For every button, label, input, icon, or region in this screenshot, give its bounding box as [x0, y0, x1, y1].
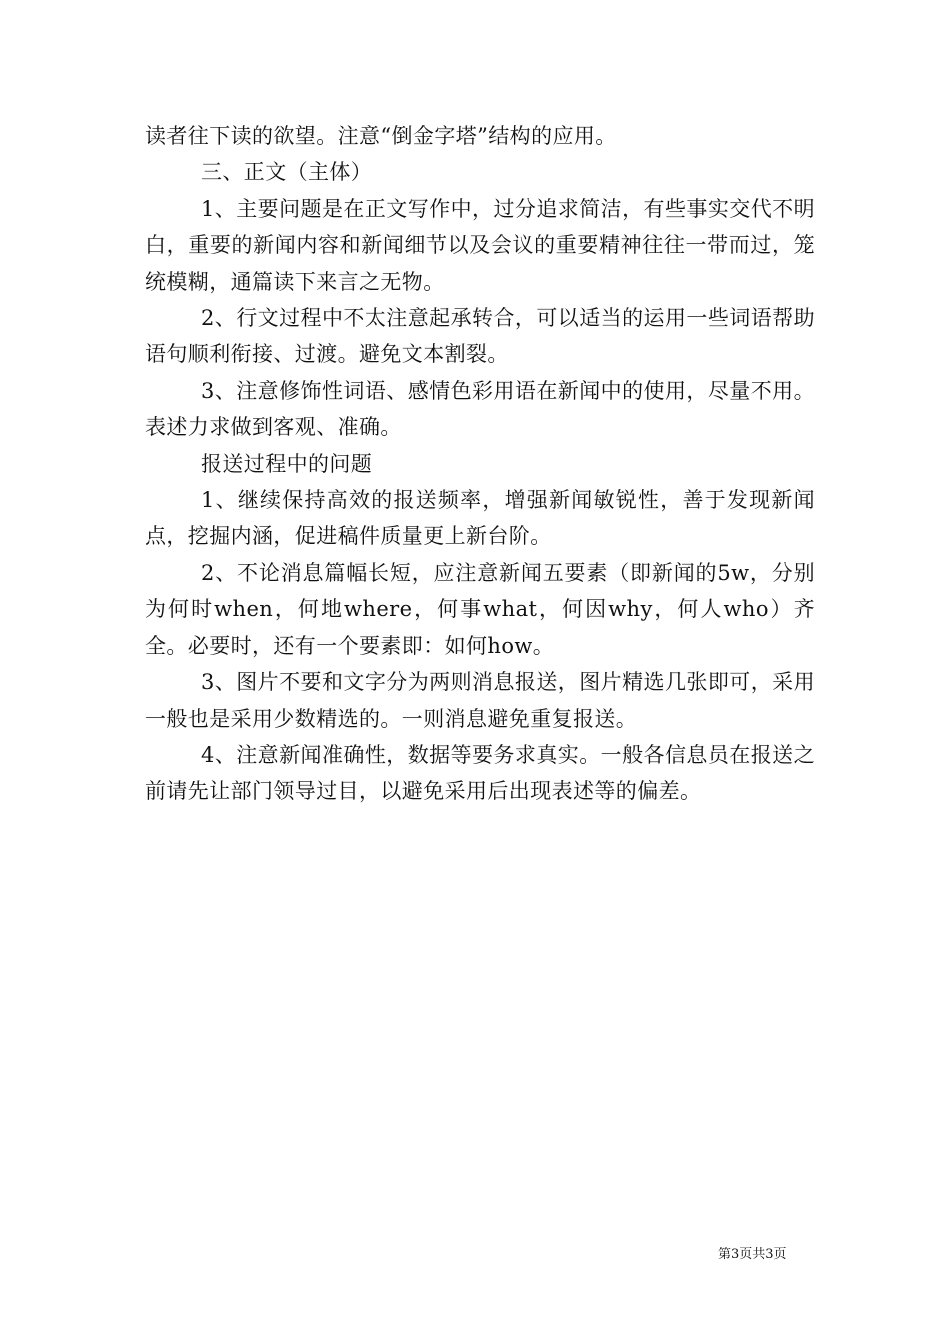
paragraph: 2、行文过程中不太注意起承转合，可以适当的运用一些词语帮助语句顺利衔接、过渡。避免文本割裂。	[145, 306, 815, 367]
paragraph: 1、继续保持高效的报送频率，增强新闻敏锐性，善于发现新闻点，挖掘内涵，促进稿件质量更上新台阶。	[145, 488, 815, 549]
paragraph: 1、主要问题是在正文写作中，过分追求简洁，有些事实交代不明白，重要的新闻内容和新闻细节以及会议的重要精神往往一带而过，笼统模糊，通篇读下来言之无物。	[145, 196, 815, 294]
section-heading-reporting: 报送过程中的问题	[201, 451, 373, 476]
document-body	[145, 118, 815, 810]
section-heading-main-body: 三、正文（主体）	[201, 160, 373, 185]
page-number-footer: 第3页共3页	[718, 1247, 787, 1262]
paragraph: 4、注意新闻准确性，数据等要务求真实。一般各信息员在报送之前请先让部门领导过目，以避免采用后出现表述等的偏差。	[145, 742, 815, 804]
paragraph: 3、图片不要和文字分为两则消息报送，图片精选几张即可，采用一般也是采用少数精选的。一则消息避免重复报送。	[145, 670, 815, 731]
paragraph: 3、注意修饰性词语、感情色彩用语在新闻中的使用，尽量不用。表述力求做到客观、准确。	[145, 378, 815, 440]
paragraph: 读者往下读的欲望。注意“倒金字塔”结构的应用。	[145, 124, 617, 148]
paragraph: 2、不论消息篇幅长短，应注意新闻五要素（即新闻的5w，分别为何时when，何地where，何事what，何因why，何人who）齐全。必要时，还有一个要素即：如何how。	[145, 560, 815, 658]
